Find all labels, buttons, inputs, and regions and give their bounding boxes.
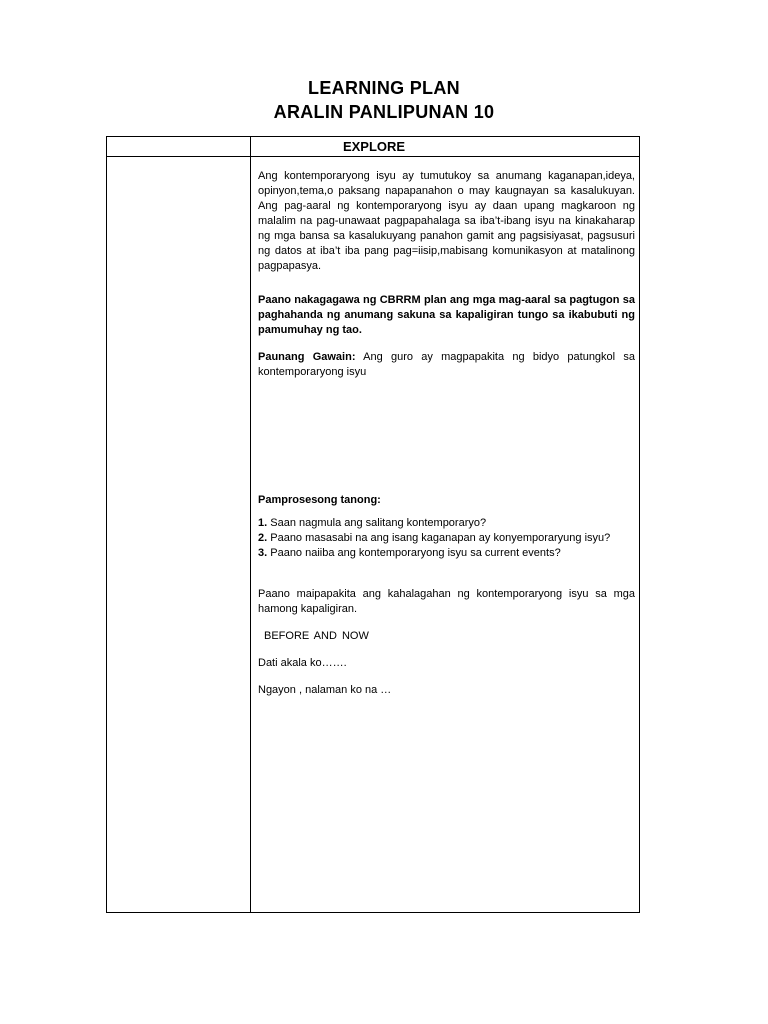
explore-content-cell: [258, 169, 635, 698]
title-subject: ARALIN PANLIPUNAN 10: [273, 102, 495, 122]
column-divider: [250, 137, 251, 913]
list-item: 3. Paano naiiba ang kontemporaryong isyu sa current events?: [258, 547, 561, 559]
paunang-gawain-label: Paunang Gawain:: [258, 351, 356, 363]
explore-header: EXPLORE: [342, 139, 406, 154]
paunang-gawain-text: Ang guro ay magpapakita ng bidyo patungkol sa kontemporaryong isyu: [258, 351, 635, 378]
list-item: 2. Paano masasabi na ang isang kaganapan ay konyemporaryung isyu?: [258, 532, 611, 544]
processing-questions-list: [258, 516, 635, 561]
list-item: 1. Saan nagmula ang salitang kontemporaryo?: [258, 517, 487, 529]
paunang-gawain: [258, 350, 635, 380]
closing-question: Paano maipapakita ang kahalagahan ng kontemporaryong isyu sa mga hamong kapaligiran.: [258, 588, 635, 615]
title-learning-plan: LEARNING PLAN: [308, 78, 460, 98]
guiding-question: Paano nakagagawa ng CBRRM plan ang mga mag-aaral sa pagtugon sa paghahanda ng anumang sakuna sa kapaligiran tungo sa ikabubuti ng pamumuhay ng tao.: [258, 294, 635, 336]
intro-paragraph: Ang kontemporaryong isyu ay tumutukoy sa anumang kaganapan,ideya, opinyon,tema,o paksang napapanahon o may kaugnayan sa kasalukuyan. Ang pag-aaral ng kontemporaryong isyu ay daan upang magkaroon ng malalim na pag-unawaat pagpapahalaga sa iba’t-ibang isyu na kinakaharap ng mga bansa sa kasalukuyang panahon gamit ang pagsisiyasat, pagsusuri ng datos at iba’t iba pang pag=iisip,mabisang komunikasyon at matalinong pagpapasya.: [258, 170, 635, 272]
dati-akala-prompt: Dati akala ko…….: [258, 657, 347, 669]
document-title: [0, 76, 768, 124]
table-header-row: [107, 137, 639, 157]
before-and-now-heading: BEFORE AND NOW: [264, 630, 369, 642]
processing-questions-heading: Pamprosesong tanong:: [258, 494, 381, 506]
ngayon-nalaman-prompt: Ngayon , nalaman ko na …: [258, 684, 392, 696]
learning-plan-table: [106, 136, 640, 913]
